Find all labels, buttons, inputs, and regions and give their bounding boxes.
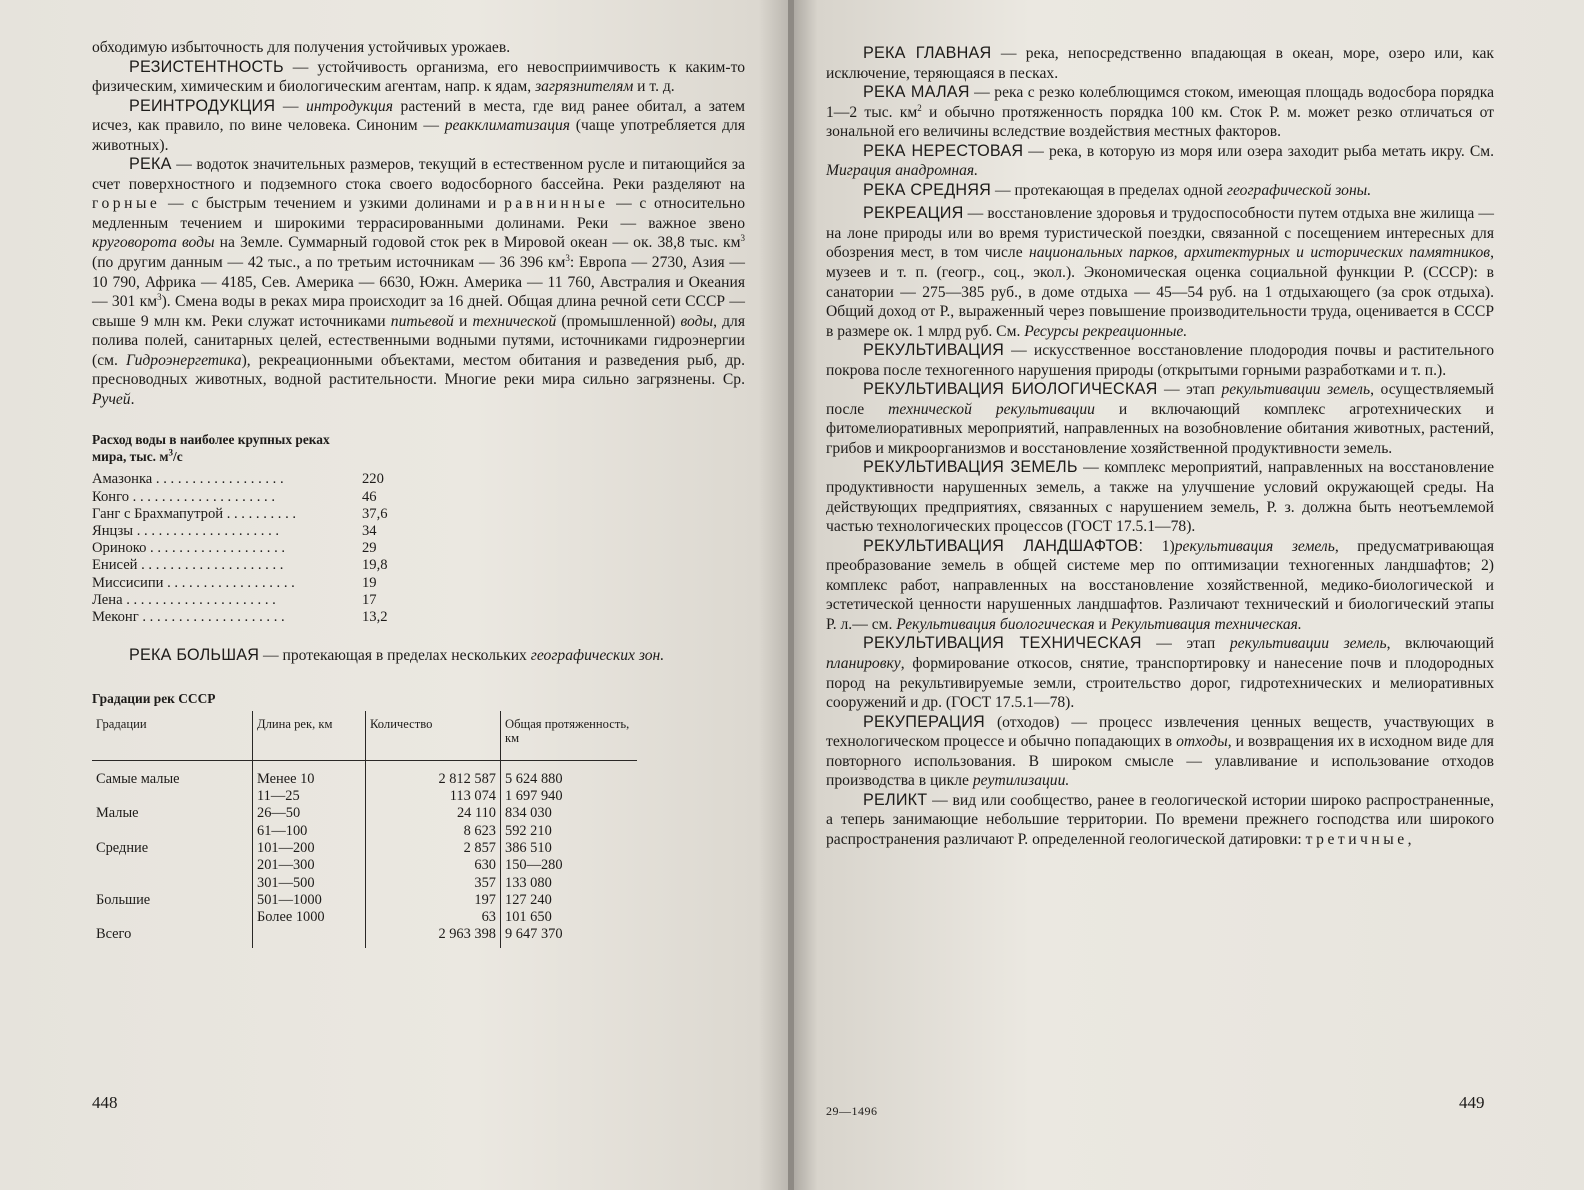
entry-rekreatsiya [826, 204, 1494, 341]
entry-rekultivatsiya-landshaftov [826, 537, 1494, 635]
entry-heading: РЕКА МАЛАЯ [863, 83, 970, 102]
table-cell: 11—25 [253, 788, 366, 805]
table-cell: 133 080 [501, 875, 638, 892]
right-page [794, 0, 1584, 1190]
table-cell [92, 788, 253, 805]
river-row [92, 609, 745, 626]
text: растений в места, где вид ранее обитал, а затем исчез, как правило, по вине человека. Синоним — [92, 97, 746, 135]
text: — река с резко колеблющимся стоком, имеющая площадь водосбора порядка 1—2 тыс. км [826, 84, 1494, 121]
text: — вид или сообщество, ранее в геологической истории широко распространенные, а теперь занимающие небольшие территории. По времени прежнего господства или широкого распространения различают Р. определенной геологической датировки: [826, 791, 1494, 848]
text: /с [172, 449, 183, 465]
river-row [92, 489, 745, 506]
table-cell: Большие [96, 891, 151, 908]
cross-reference: планировку [826, 654, 901, 672]
entry-rekultivatsiya [826, 341, 1494, 380]
river-discharge: 220 [362, 471, 384, 488]
text: и обычно протяженность порядка 100 км. Сток Р. м. может резко отличаться от зональной его величины вследствие воздействия местных факторов. [826, 103, 1494, 141]
text: — этап [1157, 381, 1222, 399]
table-cell: 501—1000 [253, 892, 366, 909]
text: обходимую избыточность для получения устойчивых урожаев. [92, 39, 511, 56]
river-name: Меконг . . . . . . . . . . . . . . . . . . . . [92, 609, 285, 626]
table-cell: 2 812 587 [366, 760, 501, 788]
printer-signature: 29—1496 [826, 1104, 878, 1118]
left-page [0, 0, 790, 1190]
text: (чаще употребляется для животных). [92, 117, 745, 154]
table-cell: 357 [366, 875, 501, 892]
table-row [92, 760, 637, 788]
table-cell [92, 823, 253, 840]
text: Расход воды в наиболее крупных реках [92, 432, 330, 448]
table-row [92, 926, 637, 947]
table-cell: 592 210 [501, 823, 638, 840]
river-row [92, 523, 745, 540]
table-header-cell: Градации [92, 711, 253, 761]
page-number: 448 [92, 1093, 118, 1112]
entry-reka [92, 155, 745, 409]
page-number: 449 [1459, 1093, 1485, 1112]
entry-reka-nerestovaya [826, 142, 1494, 181]
table-row [92, 892, 637, 909]
entry-rekuperatsiya [826, 713, 1494, 791]
cross-reference: интродукция [306, 97, 393, 115]
entry-heading: РЕКРЕАЦИЯ [863, 204, 964, 223]
entry-reka-malaya [826, 83, 1494, 142]
text: (отходов) — процесс извлечения ценных веществ, участвующих в технологическом процессе и обычно попадающих в [826, 713, 1494, 751]
superscript: 3 [168, 447, 173, 458]
river-name: Янцзы . . . . . . . . . . . . . . . . . . . . [92, 523, 280, 539]
table-row [92, 823, 637, 840]
table-cell: 301—500 [253, 875, 366, 892]
table-cell: 150—280 [501, 857, 638, 874]
text: (по другим данным — 42 тыс., а по третьим источникам — 36 396 км [92, 254, 566, 272]
text: — с быстрым течением и узкими долинами и [160, 195, 505, 213]
table-row [92, 857, 637, 874]
river-row [92, 557, 745, 574]
cross-reference: Ресурсы рекреационные. [1024, 322, 1188, 340]
table-row [92, 840, 637, 857]
entry-rekultivatsiya-biologicheskaya [826, 380, 1494, 458]
text: ), рекреационными объектами, местом обитания и разведения рыб, др. пресноводных животных, водной растительности. Многие реки мира сильно загрязнены. Ср. [92, 351, 746, 389]
spaced-term: равнинные [504, 195, 609, 213]
table-cell: 101 650 [501, 909, 638, 926]
text: : Европа — 2730, Азия — 10 790, Африка — 4185, Сев. Америка — 6630, Южн. Америка — 11 760, Австралия и Океания — 301 км [92, 254, 745, 311]
text: — восстановление здоровья и трудоспособности путем отдыха вне жилища — на лоне природы или во время туристической поездки, связанной с посещением интересных для обозрения мест, в том числе [826, 205, 1494, 262]
entry-heading: РЕКУЛЬТИВАЦИЯ БИОЛОГИЧЕСКАЯ [863, 380, 1158, 399]
river-discharge: 17 [362, 591, 377, 608]
cross-reference: круговорота воды [92, 234, 215, 252]
text: , для полива полей, санитарных целей, естественными водными путями, источниками гидроэнергии (см. [92, 312, 745, 369]
table-cell: 201—300 [253, 857, 366, 874]
text: и [453, 312, 473, 330]
rivers-list [92, 471, 745, 626]
table-row [92, 875, 637, 892]
river-name: Амазонка . . . . . . . . . . . . . . . . . . [92, 471, 284, 488]
superscript: 3 [157, 291, 162, 302]
river-discharge: 19,8 [362, 557, 388, 574]
superscript: 3 [565, 252, 570, 263]
entry-rekultivatsiya-zemel [826, 458, 1494, 536]
table-cell [92, 875, 253, 892]
rivers-table [92, 431, 745, 626]
table-header-cell: Длина рек, км [253, 711, 366, 761]
text: , и возвращения их в исходном виде для повторного использования. В широком смысле — улавливание и использование отходов производства в цикле [826, 733, 1494, 790]
text: — комплекс мероприятий, направленных на восстановление продуктивности нарушенных земель, а также на улучшение условий окружающей среды. На действующих предприятиях, связанных с нарушением земель, Р. з. должна быть неотъемлемой частью технологических процессов (ГОСТ 17.5.1—78). [826, 459, 1494, 536]
text: — этап [1141, 635, 1230, 653]
cross-reference: географических зон. [530, 647, 665, 665]
table-cell: 113 074 [366, 788, 501, 805]
text: , осуществляемый после [826, 381, 1494, 418]
river-discharge: 13,2 [362, 609, 388, 626]
entry-reka-glavnaya [826, 44, 1494, 83]
cross-reference: Рекультивация техническая. [1110, 615, 1302, 633]
cross-reference: Гидроэнергетика [126, 351, 242, 369]
superscript: 3 [740, 233, 745, 244]
spaced-term: третичные, [1305, 830, 1416, 848]
cross-reference: Ручей [92, 390, 131, 408]
river-row [92, 506, 745, 523]
river-name: Ориноко . . . . . . . . . . . . . . . . . . . [92, 540, 286, 557]
entry-heading: РЕЗИСТЕНТНОСТЬ [129, 57, 284, 76]
text: — с относительно медленным течением и широкими террасированными долинами. Реки — важное звено [92, 195, 745, 232]
table-cell: Средние [96, 839, 149, 856]
entry-heading: РЕИНТРОДУКЦИЯ [129, 96, 276, 115]
river-row [92, 575, 745, 592]
cross-reference: Миграция анадромная. [826, 162, 979, 180]
text: — [275, 97, 307, 115]
river-row [92, 471, 745, 488]
entry-reka-bolshaya [92, 646, 745, 666]
river-row [92, 592, 745, 609]
cross-reference: реутилизации. [972, 772, 1070, 790]
text: 1) [1143, 537, 1175, 555]
right-page-text [826, 44, 1494, 849]
cross-reference: рекультивация земель [1174, 537, 1335, 555]
table-cell [92, 857, 253, 874]
cross-reference: загрязнителям [535, 78, 634, 96]
cross-reference: технической [472, 312, 557, 330]
cross-reference: рекультивации земель [1229, 635, 1387, 653]
cross-reference: национальных парков, архитектурных и исторических памятников [1029, 244, 1491, 262]
text: и [1094, 615, 1111, 633]
table-cell: 630 [366, 857, 501, 874]
table-cell: Всего [96, 926, 132, 943]
cross-reference: рекультивации земель [1221, 381, 1371, 399]
table-cell: 1 697 940 [501, 788, 638, 805]
text: — протекающая в пределах одной [991, 181, 1227, 199]
table-cell: 834 030 [501, 805, 638, 822]
table-cell: Менее 10 [253, 760, 366, 788]
table-cell: 61—100 [253, 823, 366, 840]
text: . [130, 390, 135, 408]
text: и включающий комплекс агротехнических и фитомелиоративных мероприятий, направленных на возобновление обитания животных, растений, грибов и микроорганизмов и восстановление хозяйственной продуктивности земель. [826, 400, 1494, 457]
text: и т. д. [633, 78, 675, 96]
superscript: 2 [917, 102, 922, 113]
text: — протекающая в пределах нескольких [259, 647, 531, 665]
table-cell: 101—200 [253, 840, 366, 857]
table-cell: 386 510 [501, 840, 638, 857]
river-discharge: 34 [362, 523, 377, 539]
text: , включающий [1386, 635, 1495, 653]
table-cell: Самые малые [96, 770, 180, 787]
entry-heading: РЕКА НЕРЕСТОВАЯ [863, 141, 1024, 160]
entry-reka-srednyaya [826, 181, 1494, 201]
text: — водоток значительных размеров, текущий в естественном русле и питающийся за счет поверхностного и подземного стока своего водосборного бассейна. Реки разделяют на [92, 156, 745, 193]
table-row [92, 805, 637, 822]
text: ). Смена воды в реках мира происходит за 16 дней. Общая длина речной сети СССР — свыше 9 млн км. Реки служат источниками [92, 293, 745, 330]
entry-heading: РЕКУЛЬТИВАЦИЯ ЗЕМЕЛЬ [863, 458, 1078, 477]
entry-rezistentnost [92, 58, 745, 97]
cross-reference: Рекультивация биологическая [896, 615, 1095, 633]
table-cell [253, 926, 366, 947]
river-name: Ганг с Брахмапутрой . . . . . . . . . . [92, 505, 297, 522]
table-cell: 5 624 880 [501, 760, 638, 788]
table-row [92, 909, 637, 926]
table-header-row [92, 711, 637, 761]
river-row [92, 540, 745, 557]
table-cell: 63 [366, 909, 501, 926]
text: — река, в которую из моря или озера заходит рыба метать икру. См. [1023, 142, 1494, 160]
table-cell [92, 909, 253, 926]
spaced-term: горные [92, 195, 161, 213]
river-name: Миссисипи . . . . . . . . . . . . . . . . . . [92, 574, 295, 591]
table-cell: 8 623 [366, 823, 501, 840]
gradations-table [92, 690, 745, 948]
left-page-text [92, 38, 745, 948]
text: (промышленной) [556, 312, 681, 330]
river-name: Конго . . . . . . . . . . . . . . . . . . . . [92, 488, 275, 505]
river-discharge: 29 [362, 540, 377, 557]
entry-heading: РЕЛИКТ [863, 790, 928, 809]
table-cell: 127 240 [501, 892, 638, 909]
cross-reference: питьевой [390, 312, 454, 330]
entry-heading: РЕКУЛЬТИВАЦИЯ ТЕХНИЧЕСКАЯ [863, 634, 1142, 653]
cross-reference: географической зоны. [1226, 181, 1372, 199]
text: на Земле. Суммарный годовой сток рек в Мировой океан — ок. 38,8 тыс. км [214, 234, 741, 252]
paragraph-continuation [92, 38, 745, 58]
table-row [92, 788, 637, 805]
text: , музеев и т. п. (геогр., соц., экол.). Экономическая оценка социальной функции Р. (СССР): в санатории — 275—385 руб., в доме отдыха — 45—54 руб. на 1 отдыхающего (за срок отдыха). Общий доход от Р., выраженный через повышение производительности труда, оценивается в СССР в размере ок. 1 млрд руб. См. [826, 244, 1494, 340]
table-cell: 197 [366, 892, 501, 909]
cross-reference: воды [680, 312, 714, 330]
text: — устойчивость организма, его невосприимчивость к каким-то физическим, химическим и биологическим агентам, напр. к ядам, [92, 58, 745, 96]
entry-heading: РЕКА БОЛЬШАЯ [129, 646, 260, 665]
text: мира, тыс. м [92, 449, 169, 465]
entry-heading: РЕКА СРЕДНЯЯ [863, 180, 992, 199]
table-cell: 9 647 370 [501, 926, 638, 947]
table-header-cell: Количество [366, 711, 501, 761]
cross-reference: реакклиматизация [444, 117, 571, 135]
river-discharge: 37,6 [362, 505, 388, 522]
entry-relikt [826, 791, 1494, 850]
rivers-table-caption [92, 431, 745, 465]
entry-heading: РЕКУЛЬТИВАЦИЯ [863, 341, 1005, 360]
river-discharge: 46 [362, 488, 377, 505]
text: — река, непосредственно впадающая в океан, море, озеро или, как исключение, теряющаяся в песках. [826, 45, 1495, 82]
table-cell: 26—50 [253, 805, 366, 822]
text: , формирование откосов, снятие, транспортировку и нанесение почв и плодородных пород на рекультивируемые земли, строительство дорог, гидротехнических и мелиоративных сооружений и др. (ГОСТ 17.5.1—78). [826, 654, 1494, 712]
table-cell: 2 963 398 [366, 926, 501, 947]
gradations-table-caption: Градации рек СССР [92, 690, 216, 706]
table-cell: Малые [96, 805, 139, 822]
gradations-table-grid [92, 711, 637, 948]
cross-reference: технической рекультивации [888, 400, 1095, 418]
table-cell: 24 110 [366, 805, 501, 822]
entry-heading: РЕКА ГЛАВНАЯ [863, 44, 992, 62]
entry-reintroduktsiya [92, 97, 745, 156]
text: — искусственное восстановление плодородия почвы и растительного покрова после техногенного нарушения природы (открытыми горными разработками и т. п.). [826, 342, 1494, 379]
entry-heading: РЕКУЛЬТИВАЦИЯ ЛАНДШАФТОВ: [863, 536, 1144, 555]
table-header-cell: Общая протяженность, км [501, 711, 638, 761]
cross-reference: отходы [1176, 733, 1228, 751]
entry-heading: РЕКУПЕРАЦИЯ [863, 712, 985, 731]
river-discharge: 19 [362, 574, 377, 591]
table-cell: Более 1000 [253, 909, 366, 926]
entry-heading: РЕКА [129, 155, 172, 174]
text: , предусматривающая преобразование земель в общей системе мер по оптимизации техногенных ландшафтов; 2) комплекс работ, направленных на восстановление хозяйственной, медико-биологической и эстетической ценности нарушенных ландшафтов. Различают технический и биологический этапы Р. л.— см. [826, 537, 1495, 633]
river-name: Лена . . . . . . . . . . . . . . . . . . . . . [92, 591, 276, 608]
entry-rekultivatsiya-tekhnicheskaya [826, 634, 1494, 712]
river-name: Енисей . . . . . . . . . . . . . . . . . . . . [92, 557, 284, 574]
table-cell: 2 857 [366, 840, 501, 857]
